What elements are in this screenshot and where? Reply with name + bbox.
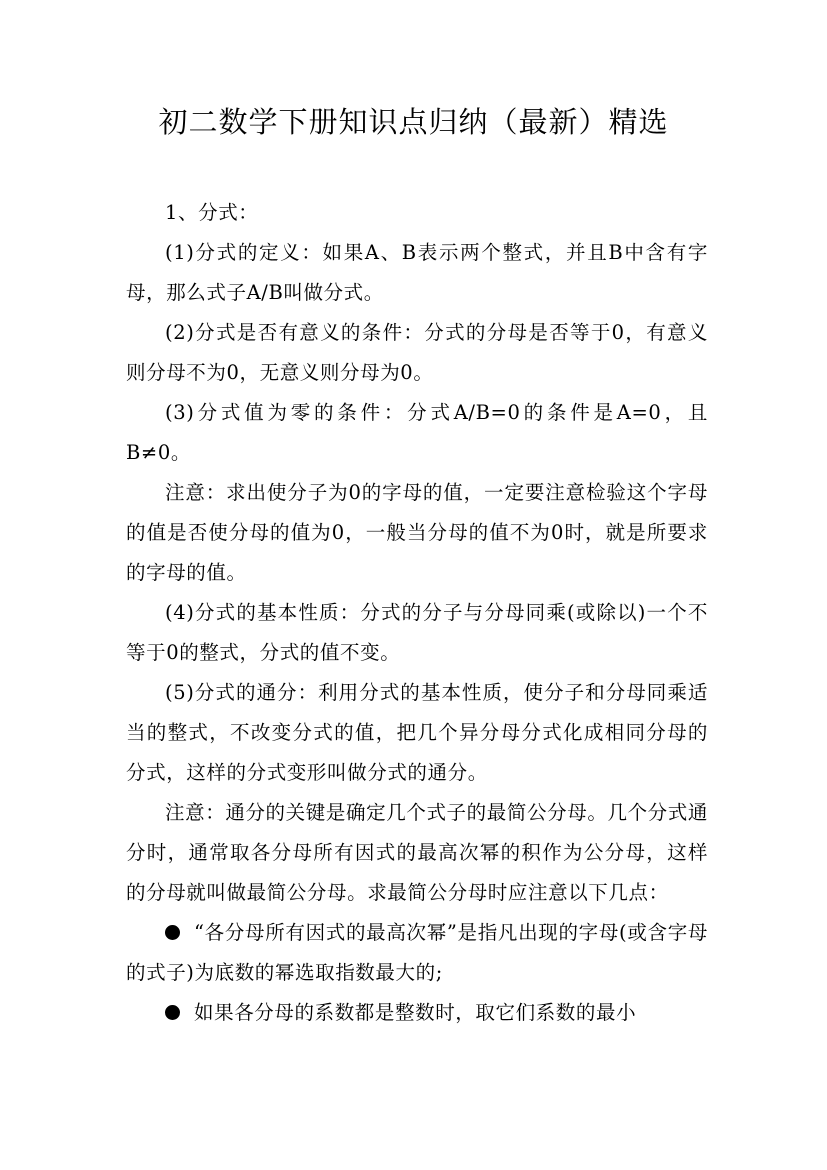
bullet-item [126,913,708,993]
paragraph-zero-value-condition: (3)分式值为零的条件：分式A/B=0的条件是A=0，且B≠0。 [126,401,708,464]
document-title: 初二数学下册知识点归纳（最新）精选 [158,105,669,139]
bullet-item-text: “各分母所有因式的最高次幂”是指凡出现的字母(或含字母的式子)为底数的幂选取指数最大的; [126,921,708,984]
paragraph-note-lcd: 注意：通分的关键是确定几个式子的最简公分母。几个分式通分时，通常取各分母所有因式的最高次幂的积作为公分母，这样的分母就叫做最简公分母。求最简公分母时应注意以下几点： [126,801,708,904]
document-body [126,193,708,1033]
bullet-item [126,993,708,1033]
bullet-dot-icon [165,925,180,940]
bullet-item-text: 如果各分母的系数都是整数时，取它们系数的最小 [194,1001,637,1024]
paragraph-fraction-definition: (1)分式的定义：如果A、B表示两个整式，并且B中含有字母，那么式子A/B叫做分式。 [126,241,708,304]
paragraph-basic-property: (4)分式的基本性质：分式的分子与分母同乘(或除以)一个不等于0的整式，分式的值不变。 [126,601,708,664]
paragraph-note-check-denominator: 注意：求出使分子为0的字母的值，一定要注意检验这个字母的值是否使分母的值为0，一般当分母的值不为0时，就是所要求的字母的值。 [126,481,708,584]
paragraph-common-denominator: (5)分式的通分：利用分式的基本性质，使分子和分母同乘适当的整式，不改变分式的值，把几个异分母分式化成相同分母的分式，这样的分式变形叫做分式的通分。 [126,681,708,784]
paragraph-section-heading: 1、分式： [165,201,259,224]
bullet-dot-icon [165,1005,180,1020]
paragraph-meaningful-condition: (2)分式是否有意义的条件：分式的分母是否等于0，有意义则分母不为0，无意义则分母为0。 [126,321,708,384]
